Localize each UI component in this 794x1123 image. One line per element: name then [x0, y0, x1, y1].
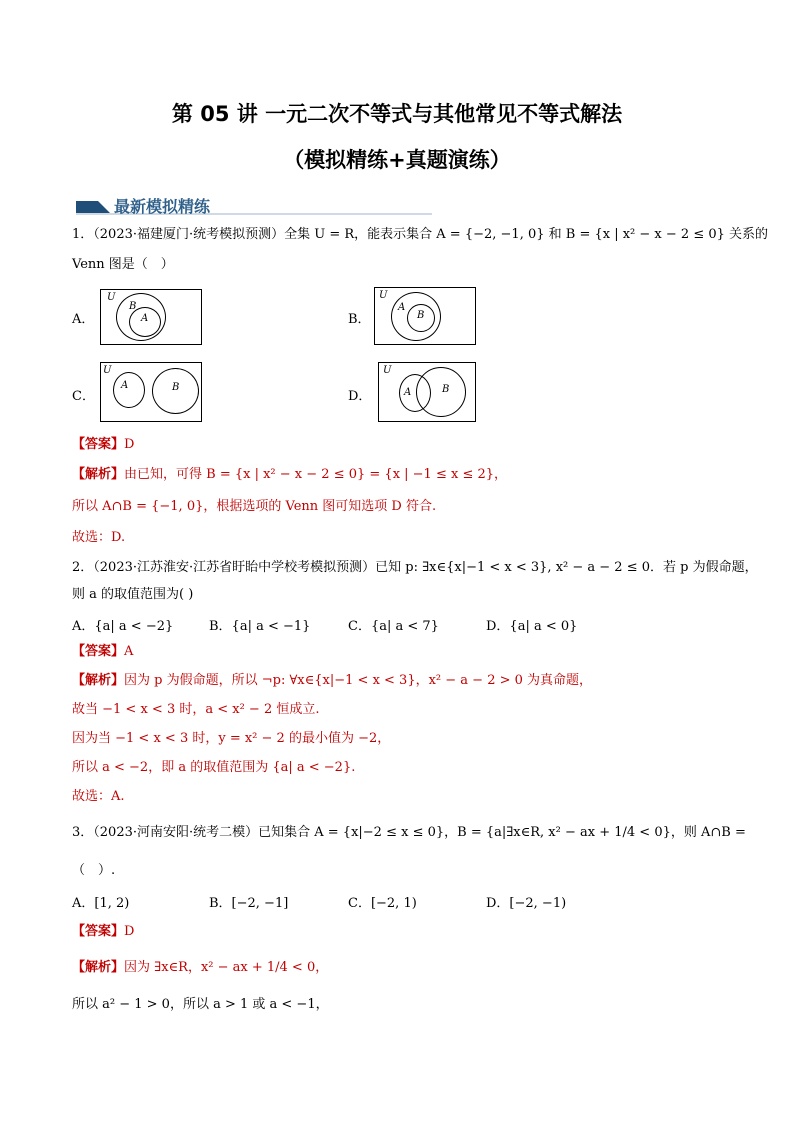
venn-b-label: B — [172, 382, 180, 393]
answer-tag: 【答案】 — [72, 644, 125, 659]
analysis-text: 因为 ∃x∈R，x² − ax + 1/4 < 0， — [124, 960, 329, 975]
q1-analysis-line3: 故选：D. — [72, 530, 126, 545]
page-title: 第 05 讲 一元二次不等式与其他常见不等式解法 — [171, 102, 623, 126]
q3-stem-line1: 3．（2023·河南安阳·统考二模）已知集合 A = {x|−2 ≤ x ≤ 0}，B = {a|∃x∈R, x² − ax + 1/4 < 0}，则 A∩B = — [72, 825, 746, 840]
venn-a-label: A — [141, 313, 149, 324]
q3-analysis-line2: 所以 a² − 1 > 0，所以 a > 1 或 a < −1， — [72, 997, 329, 1012]
answer-tag: 【答案】 — [72, 437, 125, 452]
venn-diagram-a — [100, 289, 202, 345]
q3-option-b: B．[−2, −1] — [209, 896, 289, 911]
q1-analysis-line1 — [72, 466, 507, 484]
analysis-text: 由已知，可得 B = {x | x² − x − 2 ≤ 0} = {x | −1 ≤ x ≤ 2}， — [124, 467, 508, 482]
analysis-text: 因为 p 为假命题，所以 ¬p: ∀x∈{x|−1 < x < 3}，x² − a − 2 > 0 为真命题， — [124, 673, 593, 688]
answer-value: A — [124, 644, 134, 659]
answer-tag: 【答案】 — [72, 924, 125, 939]
venn-a-label: A — [404, 387, 412, 398]
section-banner — [76, 197, 432, 215]
q1-option-a-label: A． — [72, 312, 95, 327]
q1-option-d-label: D． — [348, 389, 372, 404]
q3-option-a: A．[1, 2) — [72, 896, 130, 911]
q2-answer — [72, 643, 133, 661]
answer-value: D — [124, 437, 135, 452]
q2-option-a: A．{a| a < −2} — [72, 619, 174, 634]
q2-option-c: C．{a| a < 7} — [348, 619, 439, 634]
q2-option-d: D．{a| a < 0} — [486, 619, 578, 634]
q2-analysis-line1 — [72, 672, 592, 690]
page-subtitle: （模拟精练+真题演练） — [283, 148, 511, 172]
venn-diagram-b — [374, 287, 476, 345]
q3-stem-line2: （ ）. — [72, 863, 116, 878]
q2-analysis-line4: 所以 a < −2，即 a 的取值范围为 {a| a < −2}. — [72, 760, 356, 775]
answer-value: D — [124, 924, 135, 939]
q2-analysis-line5: 故选：A. — [72, 789, 125, 804]
section-banner-label: 最新模拟精练 — [114, 197, 211, 216]
q1-stem-line1: 1．（2023·福建厦门·统考模拟预测）全集 U = R，能表示集合 A = {−2, −1, 0} 和 B = {x | x² − x − 2 ≤ 0} 关系的 — [72, 227, 769, 242]
q3-option-c: C．[−2, 1) — [348, 896, 417, 911]
q3-answer — [72, 923, 134, 941]
venn-b-label: B — [442, 384, 450, 395]
venn-diagram-c — [100, 362, 202, 422]
venn-circle-b — [416, 367, 466, 417]
analysis-tag: 【解析】 — [72, 960, 125, 975]
q2-stem-line2: 则 a 的取值范围为( ) — [72, 587, 194, 602]
venn-u-label: U — [103, 365, 112, 376]
venn-a-label: A — [398, 302, 406, 313]
q1-stem-line2: Venn 图是（ ） — [72, 257, 174, 272]
q2-stem-line1: 2．（2023·江苏淮安·江苏省盱眙中学校考模拟预测）已知 p: ∃x∈{x|−1 < x < 3}, x² − a − 2 ≤ 0．若 p 为假命题， — [72, 560, 758, 575]
q1-answer — [72, 436, 134, 454]
venn-circle-a — [113, 372, 145, 408]
q1-analysis-line2: 所以 A∩B = {−1, 0}，根据选项的 Venn 图可知选项 D 符合. — [72, 499, 437, 514]
venn-u-label: U — [379, 290, 388, 301]
venn-u-label: U — [383, 365, 392, 376]
venn-b-label: B — [417, 310, 425, 321]
q2-analysis-line3: 因为当 −1 < x < 3 时，y = x² − 2 的最小值为 −2， — [72, 731, 391, 746]
q3-analysis-line1 — [72, 959, 328, 977]
venn-u-label: U — [107, 292, 116, 303]
analysis-tag: 【解析】 — [72, 467, 125, 482]
venn-b-label: B — [129, 301, 137, 312]
q1-option-b-label: B． — [348, 312, 371, 327]
q3-option-d: D．[−2, −1) — [486, 896, 567, 911]
venn-diagram-d — [378, 362, 476, 422]
venn-a-label: A — [121, 380, 129, 391]
q2-analysis-line2: 故当 −1 < x < 3 时，a < x² − 2 恒成立. — [72, 702, 320, 717]
analysis-tag: 【解析】 — [72, 673, 125, 688]
q2-option-b: B．{a| a < −1} — [209, 619, 311, 634]
q1-option-c-label: C． — [72, 389, 95, 404]
